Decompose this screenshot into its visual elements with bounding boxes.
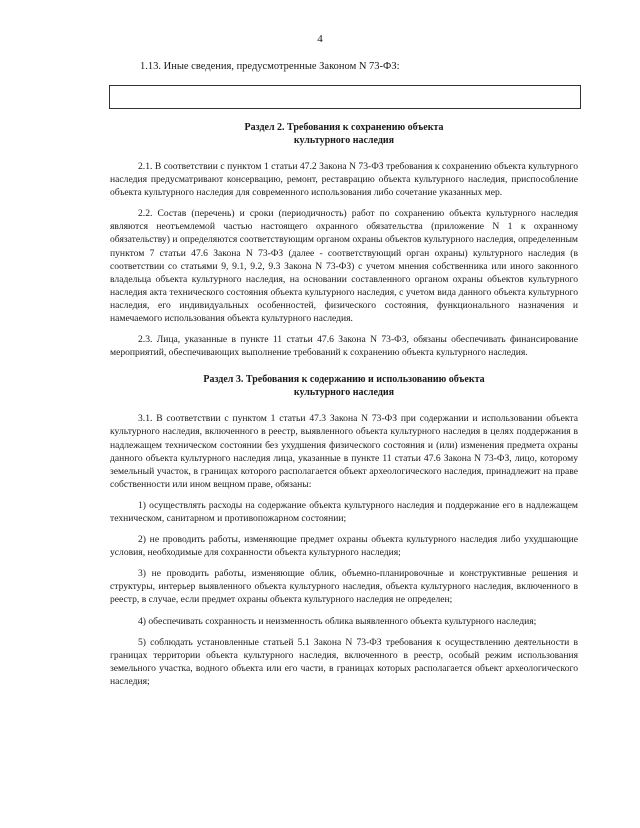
- section3-item-3: 3) не проводить работы, изменяющие облик, объемно-планировочные и конструктивные решения и структуры, интерьер выявленного объекта культурного наследия, объекта культурного наследия, включенного в реестр, в случае, если предмет охраны объекта культурного наследия не определен;: [110, 568, 578, 606]
- section3-title-line1: Раздел 3. Требования к содержанию и использованию объекта: [203, 374, 485, 386]
- section3-title-line2: культурного наследия: [293, 387, 395, 399]
- page-number: 4: [317, 33, 323, 45]
- section2-paragraph-1: 2.1. В соответствии с пунктом 1 статьи 47.2 Закона N 73-ФЗ требования к сохранению объекта культурного наследия предусматривают консервацию, ремонт, реставрацию объекта культурного наследия, приспособление объекта культурного наследия для современного использования либо сочетание указанных мер.: [110, 161, 578, 199]
- section3-item-4: 4) обеспечивать сохранность и неизменность облика выявленного объекта культурного наследия;: [138, 615, 537, 627]
- section3-item-2: 2) не проводить работы, изменяющие предмет охраны объекта культурного наследия либо ухудшающие условия, необходимые для сохранности объекта культурного наследия;: [110, 534, 578, 559]
- section2-paragraph-3: 2.3. Лица, указанные в пункте 11 статьи 47.6 Закона N 73-ФЗ, обязаны обеспечивать финансирование мероприятий, обеспечивающих выполнение требований к сохранению объекта культурного наследия.: [110, 334, 578, 359]
- section3-heading: [110, 373, 578, 399]
- intro-text: 1.13. Иные сведения, предусмотренные Законом N 73-ФЗ:: [140, 61, 400, 72]
- section3-paragraph-1: 3.1. В соответствии с пунктом 1 статьи 47.3 Закона N 73-ФЗ при содержании и использовании объекта культурного наследия, включенного в реестр, выявленного объекта культурного наследия в целях поддержания в надлежащем техническом состоянии без ухудшения физического состояния и (или) изменения предмета охраны данного объекта культурного наследия лица, указанные в пункте 11 статьи 47.6 Закона N 73-ФЗ, лицо, которому земельный участок, в границах которого располагается объект археологического наследия, принадлежит на праве собственности или ином вещном праве, обязаны:: [110, 413, 578, 490]
- empty-info-box: [109, 85, 581, 109]
- section2-heading: [110, 121, 578, 147]
- section2-title-line2: культурного наследия: [293, 135, 395, 146]
- section3-item-1: 1) осуществлять расходы на содержание объекта культурного наследия и поддержание его в надлежащем техническом, санитарном и противопожарном состоянии;: [110, 499, 578, 524]
- section2-title-line1: Раздел 2. Требования к сохранению объекта: [244, 122, 444, 133]
- section2-paragraph-2: 2.2. Состав (перечень) и сроки (периодичность) работ по сохранению объекта культурного наследия являются неотъемлемой частью настоящего охранного обязательства (приложение N 1 к охранному обязательству) и определяются соответствующим органом охраны объектов культурного наследия, определенным пунктом 7 статьи 47.6 Закона N 73-ФЗ (далее - соответствующий орган охраны) культурного наследия (в соответствии со статьями 9, 9.1, 9.2, 9.3 Закона N 73-ФЗ) с учетом мнения собственника или иного законного владельца объекта культурного наследия, на основании составленного органом охраны объектов культурного наследия акта технического состояния объекта культурного наследия, с учетом вида данного объекта культурного наследия, его индивидуальных особенностей, физического состояния, функционального назначения и намечаемого использования объекта культурного наследия.: [110, 208, 578, 325]
- document-body: [110, 121, 578, 696]
- section3-item-5: 5) соблюдать установленные статьей 5.1 Закона N 73-ФЗ требования к осуществлению деятельности в границах территории объекта культурного наследия, включенного в реестр, особый режим использования земельного участка, водного объекта или его части, в границах которых располагается объект археологического наследия;: [110, 636, 578, 687]
